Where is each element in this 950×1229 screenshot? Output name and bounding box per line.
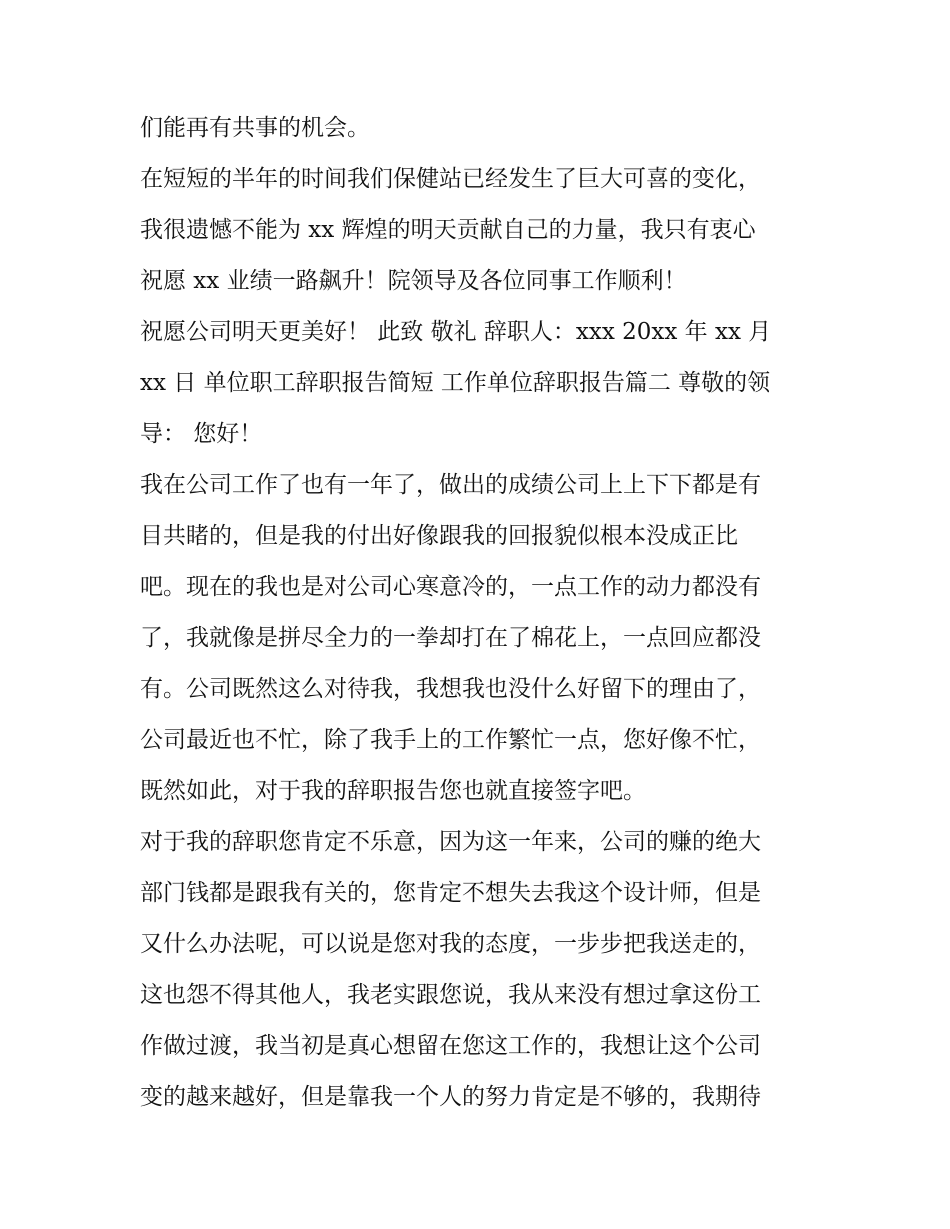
text-line: 我在公司工作了也有一年了，做出的成绩公司上上下下都是有 (140, 472, 761, 498)
text-line: 们能再有共事的机会。 (140, 115, 370, 141)
body-text (140, 103, 830, 1123)
text-line: 祝愿 xx 业绩一路飙升！院领导及各位同事工作顺利！ (140, 268, 687, 294)
text-line: 又什么办法呢，可以说是您对我的态度，一步步把我送走的， (140, 931, 761, 957)
text-line: 导： 您好！ (140, 421, 263, 447)
text-line: 有。公司既然这么对待我，我想我也没什么好留下的理由了， (140, 676, 761, 702)
text-line: 祝愿公司明天更美好！ 此致 敬礼 辞职人：xxx 20xx 年 xx 月 (140, 319, 772, 345)
text-line: 既然如此，对于我的辞职报告您也就直接签字吧。 (140, 778, 646, 804)
text-line: 作做过渡，我当初是真心想留在您这工作的，我想让这个公司 (140, 1033, 761, 1059)
text-line: 公司最近也不忙，除了我手上的工作繁忙一点，您好像不忙， (140, 727, 761, 753)
text-line: 我很遗憾不能为 xx 辉煌的明天贡献自己的力量，我只有衷心 (140, 217, 756, 243)
text-line: xx 日 单位职工辞职报告简短 工作单位辞职报告篇二 尊敬的领 (140, 370, 771, 396)
text-line: 变的越来越好，但是靠我一个人的努力肯定是不够的，我期待 (140, 1084, 761, 1110)
text-line: 目共睹的，但是我的付出好像跟我的回报貌似根本没成正比 (140, 523, 738, 549)
text-line: 了，我就像是拼尽全力的一拳却打在了棉花上，一点回应都没 (140, 625, 761, 651)
text-line: 对于我的辞职您肯定不乐意，因为这一年来，公司的赚的绝大 (140, 829, 761, 855)
text-line: 在短短的半年的时间我们保健站已经发生了巨大可喜的变化， (140, 166, 761, 192)
text-line: 这也怨不得其他人，我老实跟您说，我从来没有想过拿这份工 (140, 982, 761, 1008)
text-line: 部门钱都是跟我有关的，您肯定不想失去我这个设计师，但是 (140, 880, 761, 906)
text-line: 吧。现在的我也是对公司心寒意冷的，一点工作的动力都没有 (140, 574, 761, 600)
